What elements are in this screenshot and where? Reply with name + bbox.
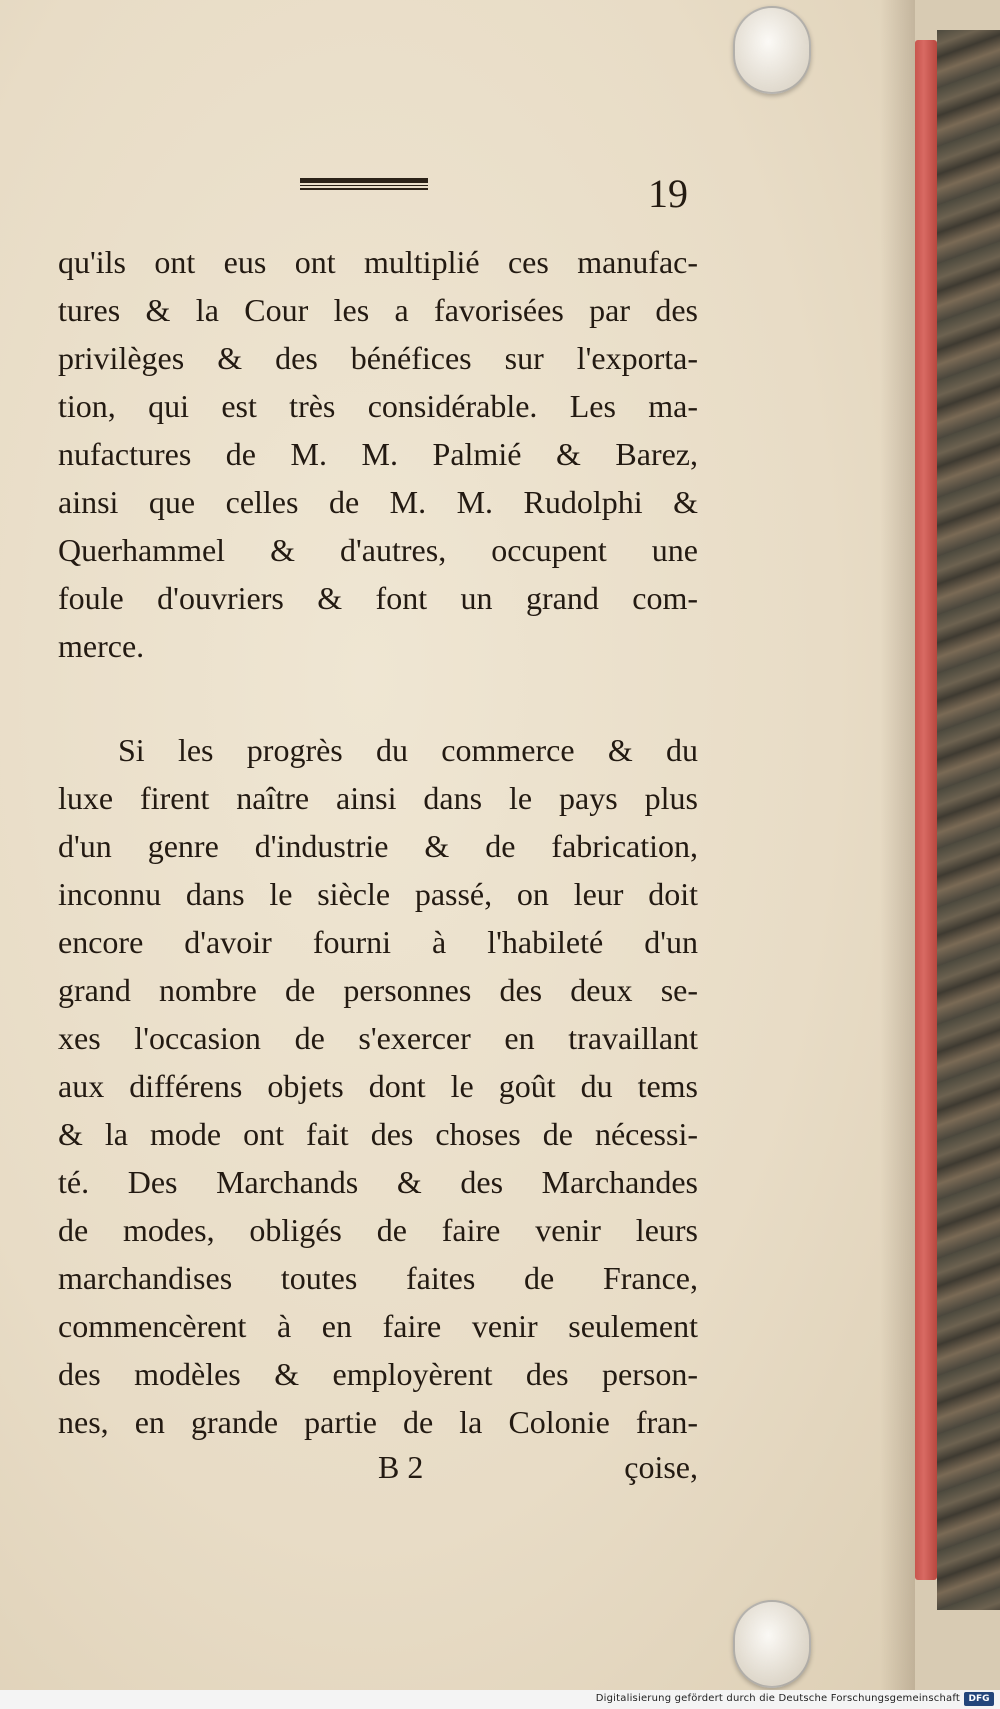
text-line: nufactures de M. M. Palmié & Barez, <box>58 436 698 472</box>
text-line: xes l'occasion de s'exercer en travaillant <box>58 1020 698 1056</box>
text-line: ainsi que celles de M. M. Rudolphi & <box>58 484 698 520</box>
text-line: tion, qui est très considérable. Les ma- <box>58 388 698 424</box>
body-text <box>58 238 698 1446</box>
text-line: Si les progrès du commerce & du <box>118 732 698 768</box>
text-line: té. Des Marchands & des Marchandes <box>58 1164 698 1200</box>
text-line: privilèges & des bénéfices sur l'exporta- <box>58 340 698 376</box>
text-line: luxe firent naître ainsi dans le pays plus <box>58 780 698 816</box>
text-line: & la mode ont fait des choses de nécessi- <box>58 1116 698 1152</box>
text-line: inconnu dans le siècle passé, on leur doit <box>58 876 698 912</box>
signature-mark: B 2 <box>378 1449 424 1485</box>
page-number: 19 <box>648 171 688 216</box>
digitization-credit: Digitalisierung gefördert durch die Deutsche Forschungsgemeinschaft <box>595 1693 960 1704</box>
dfg-logo-icon: DFG <box>964 1692 994 1706</box>
paragraph-1 <box>58 238 698 670</box>
page-shadow <box>880 0 915 1690</box>
text-line: Querhammel & d'autres, occupent une <box>58 532 698 568</box>
text-line: foule d'ouvriers & font un grand com- <box>58 580 698 616</box>
text-line: des modèles & employèrent des person- <box>58 1356 698 1392</box>
marbled-cover <box>937 30 1000 1610</box>
text-line: nes, en grande partie de la Colonie fran- <box>58 1404 698 1440</box>
glass-weight-bottom <box>733 1600 811 1688</box>
text-line: merce. <box>58 628 145 664</box>
text-line: commencèrent à en faire venir seulement <box>58 1308 698 1344</box>
paragraph-2 <box>58 726 698 1446</box>
text-line: tures & la Cour les a favorisées par des <box>58 292 698 328</box>
header-rule <box>300 178 428 190</box>
red-page-edge <box>915 40 937 1580</box>
catchword: çoise, <box>624 1449 698 1485</box>
glass-weight-top <box>733 6 811 94</box>
text-line: qu'ils ont eus ont multiplié ces manufac- <box>58 244 698 280</box>
page-foot <box>58 1443 698 1491</box>
text-line: marchandises toutes faites de France, <box>58 1260 698 1296</box>
text-line: encore d'avoir fourni à l'habileté d'un <box>58 924 698 960</box>
text-line: aux différens objets dont le goût du tems <box>58 1068 698 1104</box>
paragraph-gap <box>58 670 698 726</box>
text-line: de modes, obligés de faire venir leurs <box>58 1212 698 1248</box>
text-line: grand nombre de personnes des deux se- <box>58 972 698 1008</box>
text-line: d'un genre d'industrie & de fabrication, <box>58 828 698 864</box>
